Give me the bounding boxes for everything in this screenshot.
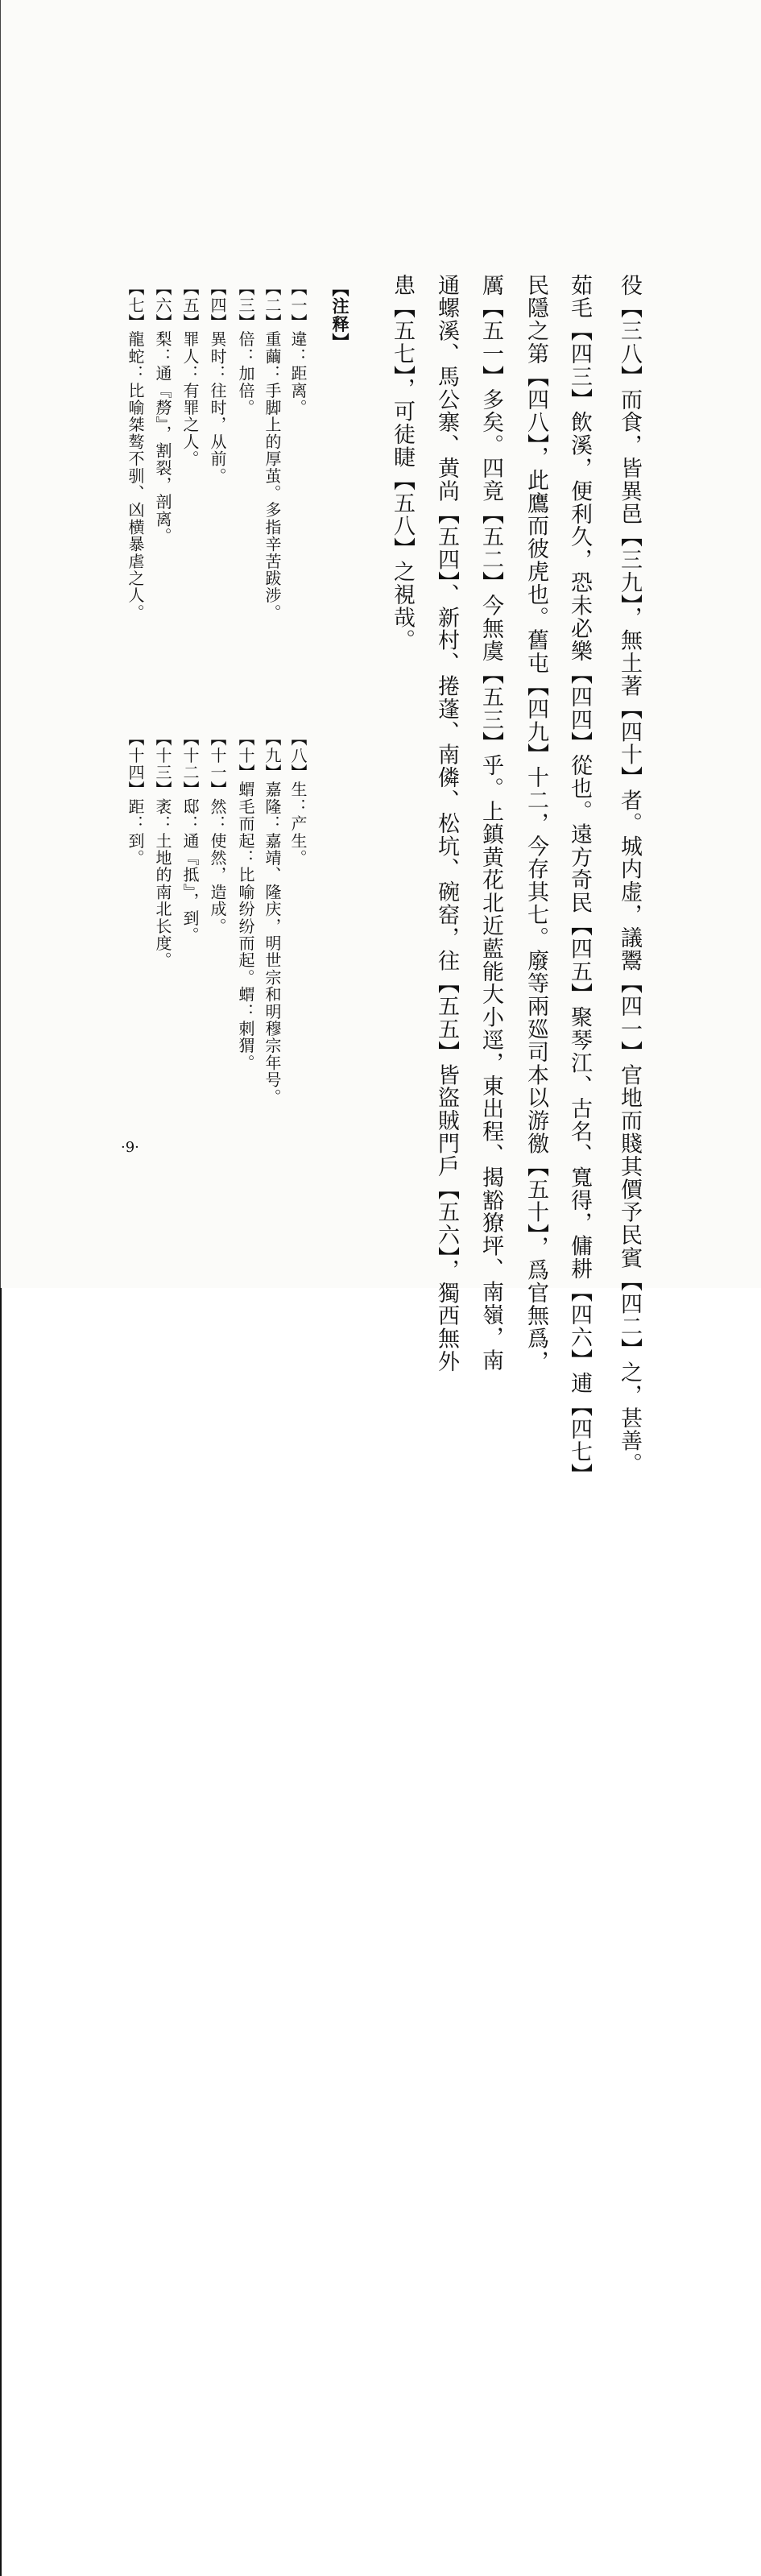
- note-item-3: 【三】倍：加倍。: [236, 280, 255, 416]
- main-text-line-1: 役【三八】而食，皆異邑【三九】，無土著【四十】者。城内虚，議鬻【四一】官地而賤其價予民賓【四二】之，甚善。: [617, 274, 642, 1476]
- note-item-8: 【八】生：产生。: [288, 730, 308, 867]
- page-binding-line: [0, 1288, 2, 2576]
- main-text-line-3: 民隱之第【四八】，此鷹而彼虎也。舊屯【四九】十二，今存其七。廢等兩廵司本以游徼【五十】，爲官無爲，: [523, 274, 548, 1373]
- main-text-line-6: 患【五七】，可徒睫【五八】之視哉。: [390, 274, 415, 652]
- notes-title: 【注释】: [330, 280, 350, 351]
- note-item-13: 【十三】袤：土地的南北长度。: [153, 730, 172, 969]
- page-number: ·9·: [121, 1139, 139, 1156]
- main-text-line-4: 厲【五一】多矣。四竟【五二】今無虞【五三】乎。上鎮黄花北近藍能大小逕，東出程、揭豁獠坪、南嶺，南: [478, 274, 503, 1373]
- note-item-10: 【十】蝟毛而起：比喻纷纷而起。蝟：刺猬。: [236, 730, 255, 1071]
- note-item-4: 【四】異时：往时，从前。: [208, 280, 227, 485]
- note-item-9: 【九】嘉隆：嘉靖、隆庆，明世宗和明穆宗年号。: [263, 730, 282, 1106]
- note-item-1: 【一】違：距离。: [288, 280, 308, 416]
- main-text-line-2: 茹毛【四三】飲溪，便利久，恐未必樂【四四】從也。遠方奇民【四五】聚琴江、古名、寬得，傭耕【四六】逋【四七】: [567, 274, 592, 1487]
- note-item-7: 【七】龍蛇：比喻桀骜不驯、凶横暴虐之人。: [126, 280, 145, 621]
- note-item-6: 【六】梨：通『剺』，割裂，剖离。: [153, 280, 172, 545]
- page-edge-line: [0, 0, 1, 1288]
- note-item-11: 【十一】然：使然，造成。: [208, 730, 227, 935]
- note-item-12: 【十二】邸：通『抵』，到。: [180, 730, 200, 944]
- note-item-2: 【二】重繭：手脚上的厚茧。多指辛苦跋涉。: [263, 280, 282, 621]
- main-text-line-5: 通螺溪、馬公寨、黄尚【五四】、新村、捲蓬、南僯、松坑、碗窑，往【五五】皆盜賊門戶【五六】，獨西無外: [434, 274, 459, 1373]
- note-item-14: 【十四】距：到。: [126, 730, 145, 867]
- note-item-5: 【五】罪人：有罪之人。: [180, 280, 200, 468]
